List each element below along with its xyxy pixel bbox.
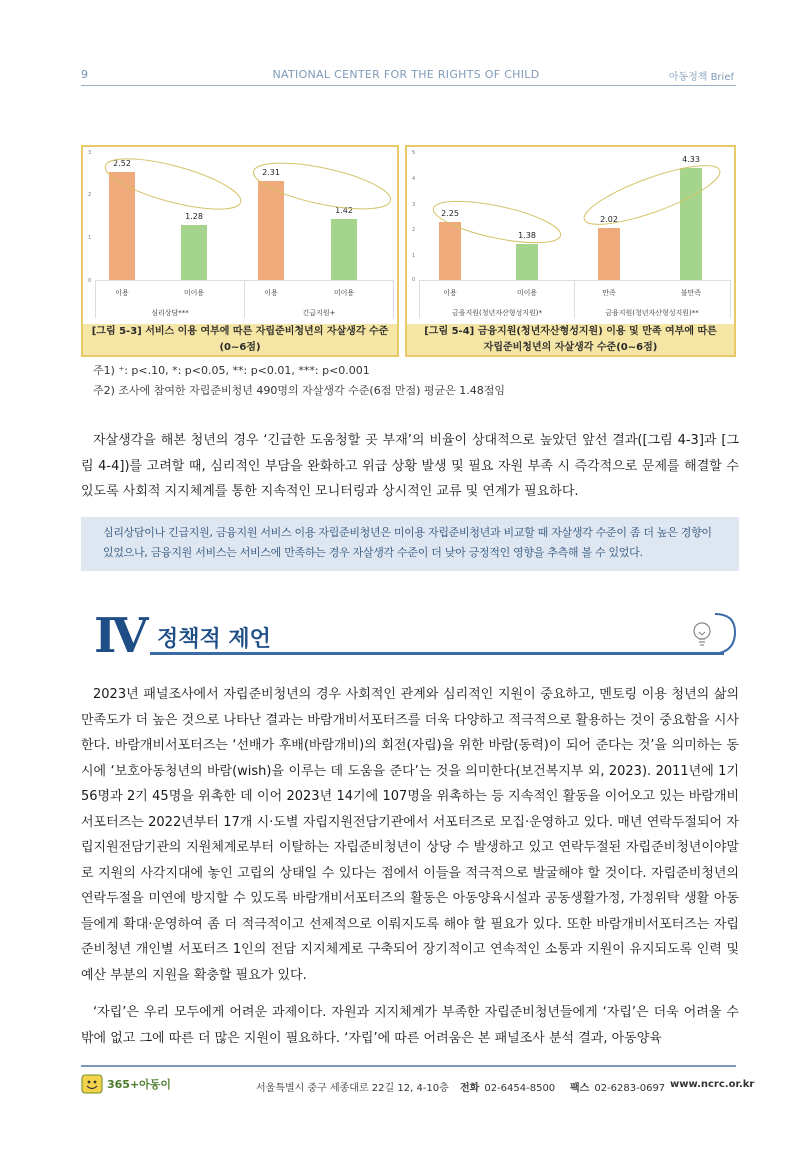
- footer-fax: [570, 1079, 665, 1094]
- summary-box: 심리상담이나 긴급지원, 금융지원 서비스 이용 자립준비청년은 미이용 자립준비청년과 비교할 때 자살생각 수준이 좀 더 높은 경향이 있었으나, 금융지원 서비스는 서비스에 만족하는 경우 자살생각 수준이 더 낮아 긍정적인 영향을 추측해 볼 수 있었다.: [81, 517, 739, 571]
- figure-caption: [407, 324, 734, 355]
- data-label: 1.28: [185, 212, 203, 222]
- header-title: NATIONAL CENTER FOR THE RIGHTS OF CHILD: [272, 68, 540, 81]
- x-category-label: 불만족: [680, 289, 702, 297]
- group-label: 금융지원(청년자산형성지원)**: [605, 309, 699, 317]
- x-category-label: 이용: [264, 289, 278, 297]
- x-category-label: 미이용: [333, 289, 355, 297]
- data-label: 2.25: [441, 208, 459, 218]
- chart-5-4: [407, 147, 734, 322]
- x-category-label: 미이용: [516, 289, 538, 297]
- data-label: 2.52: [113, 159, 131, 169]
- y-tick: 2: [88, 192, 92, 198]
- paragraph: ‘자립’은 우리 모두에게 어려운 과제이다. 자원과 지지체계가 부족한 자립준비청년들에게 ‘자립’은 더욱 어려울 수밖에 없고 그에 따른 더 많은 지원이 필요하다. ‘자립’에 따른 어려움은 본 패널조사 분석 결과, 아동양육: [81, 1005, 739, 1046]
- footer-logo-text: 365+아동이: [107, 1078, 172, 1091]
- y-tick: 2: [412, 227, 416, 233]
- figure-5-4: [405, 145, 736, 357]
- y-tick: 4: [412, 176, 416, 182]
- group-label: 긴급지원+: [302, 309, 336, 317]
- x-category-label: 이용: [115, 289, 129, 297]
- highlight-ellipses: [83, 147, 397, 322]
- smile-logo-icon: [81, 1074, 103, 1094]
- y-tick: 1: [88, 235, 92, 241]
- note-sample: 주2) 조사에 참여한 자립준비청년 490명의 자살생각 수준(6점 만점) 평균은 1.48점임: [93, 384, 505, 397]
- lightbulb-icon: [690, 620, 714, 648]
- data-label: 4.33: [682, 155, 700, 165]
- figure-caption: [그림 5-3] 서비스 이용 여부에 따른 자립준비청년의 자살생각 수준(0~6점): [83, 324, 397, 355]
- y-tick: 1: [412, 253, 416, 259]
- section-numeral: Ⅳ: [94, 608, 149, 664]
- y-tick: 0: [88, 278, 92, 284]
- paragraph: 2023년 패널조사에서 자립준비청년의 경우 사회적인 관계와 심리적인 지원이 중요하고, 멘토링 이용 청년의 삶의 만족도가 더 높은 것으로 나타난 결과는 바람개비서포터즈를 더욱 다양하고 적극적으로 활용하는 것이 중요함을 시사한다. 바람개비서포터즈는 ‘선배가 후배(바람개비)의 회전(자립)을 위한 바람(동력)이 되어 준다는 것’을 의미하는 동시에 ‘보호아동청년의 바람(wish)을 이루는 데 도움을 준다’는 것을 의미한다(보건복지부 외, 2023). 2011년에 1기 56명과 2기 45명을 위촉한 데 이어 2023년 14기에 107명을 위촉하는 등 지속적인 활동을 이어오고 있는 바람개비서포터즈는 2022년부터 17개 시·도별 자립지원전담기관에서 서포터즈로 모집·운영하고 있다. 매년 연락두절되어 자립지원전담기관의 지원체계로부터 이탈하는 자립준비청년이 상당 수 발생하고 있고 연락두절된 자립준비청년이야말로 지원의 사각지대에 놓인 고립의 상태일 수 있다는 점에서 이들을 적극적으로 발굴해야 할 것이다. 자립준비청년의 연락두절을 미연에 방지할 수 있도록 바람개비서포터즈의 활동은 아동양육시설과 공동생활가정, 가정위탁 생활 아동들에게 확대·운영하여 좀 더 적극적이고 선제적으로 이뤄지도록 해야 할 필요가 있다. 또한 바람개비서포터즈는 자립준비청년 개인별 서포터즈 1인의 전담 지지체계로 구축되어 장기적이고 연속적인 소통과 지원이 유지되도록 인력 및 예산 부분의 지원을 확충할 필요가 있다.: [81, 687, 739, 983]
- phone-value: 02-6454-8500: [484, 1083, 556, 1094]
- highlight-ellipses: [407, 147, 734, 322]
- group-label: 심리상담***: [151, 309, 189, 317]
- brief-label: 아동정책 Brief: [668, 72, 734, 83]
- group-label: 금융지원(청년자산형성지원)*: [451, 309, 543, 317]
- y-tick: 0: [412, 277, 416, 283]
- x-category-label: 이용: [443, 289, 457, 297]
- data-label: 2.02: [600, 214, 618, 224]
- footer-phone: [460, 1079, 555, 1094]
- section-curve-decoration: [150, 610, 740, 658]
- header-divider: [81, 85, 736, 86]
- note-significance: 주1) ⁺: p<.10, *: p<0.05, **: p<0.01, ***: p<0.001: [93, 364, 370, 377]
- data-label: 1.42: [335, 206, 353, 216]
- fax-label: 팩스: [570, 1083, 590, 1094]
- page-number: 9: [81, 68, 88, 81]
- y-tick: 3: [412, 202, 416, 208]
- footer-logo: [81, 1073, 171, 1095]
- fax-value: 02-6283-0697: [594, 1083, 666, 1094]
- section-title: 정책적 제언: [157, 627, 271, 652]
- chart-5-3: [83, 147, 397, 322]
- footer-website[interactable]: www.ncrc.or.kr: [670, 1079, 755, 1090]
- data-label: 1.38: [518, 231, 536, 241]
- figure-caption-line2: 자립준비청년의 자살생각 수준(0~6점): [483, 341, 658, 353]
- footer-divider: [81, 1065, 736, 1067]
- paragraph: 자살생각을 해본 청년의 경우 ‘긴급한 도움청할 곳 부재’의 비율이 상대적으로 높았던 앞선 결과([그림 4-3]과 [그림 4-4])를 고려할 때, 심리적인 부담을 완화하고 위급 상황 발생 및 필요 자원 부족 시 즉각적으로 문제를 해결할 수 있도록 사회적 지지체계를 통한 지속적인 모니터링과 상시적인 교류 및 연계가 필요하다.: [81, 433, 739, 499]
- y-tick: 5: [412, 150, 416, 156]
- figure-5-3: [81, 145, 399, 357]
- footer-address: 서울특별시 중구 세종대로 22길 12, 4-10층: [256, 1083, 449, 1094]
- data-label: 2.31: [262, 168, 280, 178]
- y-tick: 3: [88, 150, 92, 156]
- figure-caption-line1: [그림 5-4] 금융지원(청년자산형성지원) 이용 및 만족 여부에 따른: [424, 325, 717, 337]
- x-category-label: 만족: [602, 289, 616, 297]
- x-category-label: 미이용: [183, 289, 205, 297]
- phone-label: 전화: [460, 1083, 480, 1094]
